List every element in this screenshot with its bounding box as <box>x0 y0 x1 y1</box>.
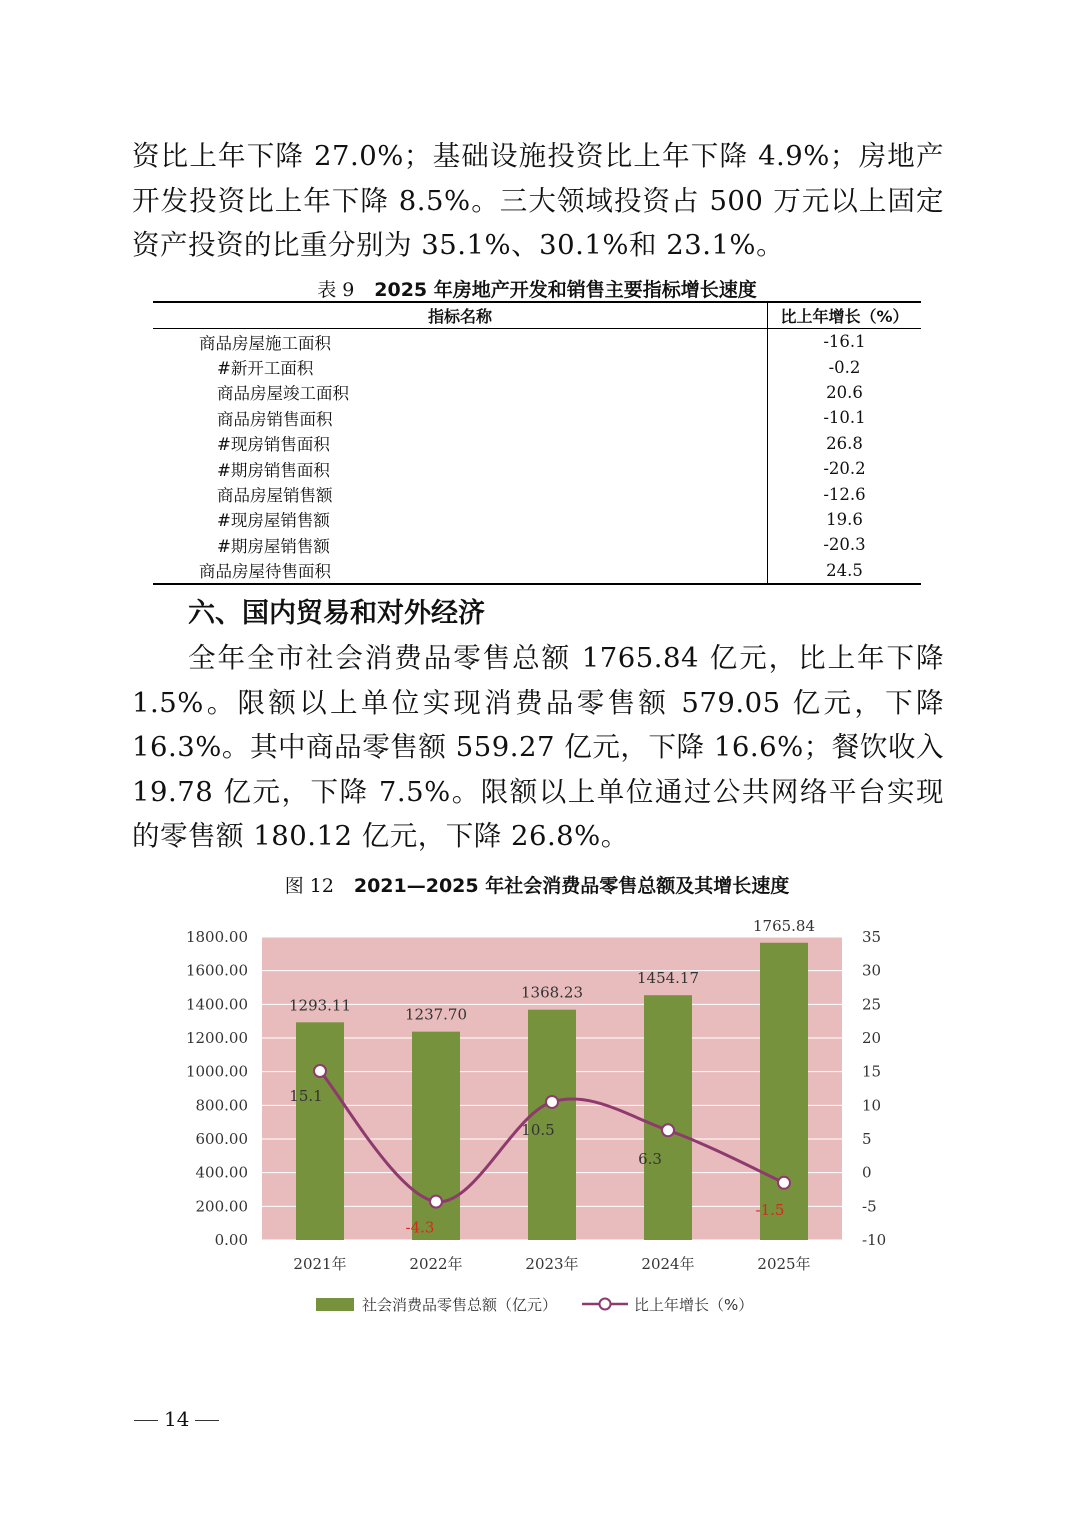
x-axis-category-label: 2022年 <box>409 1255 463 1273</box>
x-axis-category-label: 2025年 <box>757 1255 811 1273</box>
table-row <box>153 405 921 430</box>
row-label: #期房屋销售额 <box>153 532 768 557</box>
bar-value-label: 1454.17 <box>636 969 700 988</box>
legend-line-marker <box>600 1299 611 1310</box>
table-header-row <box>153 302 921 329</box>
row-label: 商品房屋销售额 <box>153 481 768 506</box>
row-value: -20.3 <box>823 535 866 555</box>
bar <box>412 1032 460 1240</box>
growth-value-label: 10.5 <box>521 1120 555 1139</box>
legend-line-label: 比上年增长（%） <box>634 1296 754 1314</box>
left-axis-tick-label: 1000.00 <box>185 1062 248 1081</box>
left-axis-tick-label: 0.00 <box>214 1231 248 1249</box>
column-header-growth: 比上年增长（%） <box>768 302 922 329</box>
right-axis-tick-label: 0 <box>862 1163 872 1182</box>
legend-bar-swatch <box>316 1298 354 1311</box>
left-axis-tick-label: 400.00 <box>195 1163 248 1182</box>
column-header-indicator: 指标名称 <box>153 302 768 329</box>
x-axis-category-label: 2023年 <box>525 1255 579 1273</box>
row-value: -10.1 <box>823 408 866 428</box>
growth-value-label: -4.3 <box>405 1218 435 1237</box>
growth-value-label: 15.1 <box>289 1086 323 1105</box>
left-axis-tick-label: 600.00 <box>195 1130 248 1148</box>
section-heading: 六、国内贸易和对外经济 <box>188 598 485 629</box>
growth-point <box>546 1096 558 1108</box>
row-label: #期房销售面积 <box>153 456 768 481</box>
growth-value-label: 6.3 <box>638 1150 662 1169</box>
table-row <box>153 431 921 456</box>
bar <box>644 995 692 1240</box>
row-value: 20.6 <box>826 382 863 402</box>
table-row <box>153 532 921 557</box>
left-axis-tick-label: 1200.00 <box>185 1029 248 1047</box>
row-label: #新开工面积 <box>153 354 768 379</box>
left-axis-tick-label: 200.00 <box>195 1197 248 1216</box>
right-axis-tick-label: 20 <box>862 1029 882 1047</box>
row-value: -16.1 <box>823 332 866 352</box>
row-value: 19.6 <box>826 509 863 529</box>
body-paragraph-investment: 资比上年下降 27.0%；基础设施投资比上年下降 4.9%；房地产开发投资比上年下降 8.5%。三大领域投资占 500 万元以上固定资产投资的比重分别为 35.1%、30.1%和 23.1%。 <box>132 140 944 261</box>
row-value: 26.8 <box>826 433 863 453</box>
right-axis-tick-label: 35 <box>862 928 882 946</box>
right-axis-tick-label: -5 <box>862 1197 877 1216</box>
growth-point <box>778 1177 790 1189</box>
figure-caption <box>0 871 1074 898</box>
page-number-value: 14 <box>164 1407 190 1431</box>
figure-caption-title: 2021—2025 年社会消费品零售总额及其增长速度 <box>353 875 790 897</box>
bar-value-label: 1765.84 <box>752 916 816 935</box>
page-number-dash-left <box>134 1420 158 1421</box>
table-caption <box>0 275 1074 302</box>
bar-value-label: 1368.23 <box>520 983 584 1002</box>
left-axis-tick-label: 1800.00 <box>185 928 248 946</box>
figure-caption-number: 图 12 <box>284 875 334 897</box>
table-row <box>153 507 921 532</box>
left-axis-tick-label: 1400.00 <box>185 995 248 1014</box>
row-label: 商品房屋施工面积 <box>153 329 768 355</box>
table-caption-title: 2025 年房地产开发和销售主要指标增长速度 <box>374 279 757 301</box>
row-label: 商品房屋竣工面积 <box>153 380 768 405</box>
x-axis-category-label: 2021年 <box>293 1255 347 1273</box>
page-number-dash-right <box>195 1420 219 1421</box>
body-paragraph-retail: 全年全市社会消费品零售总额 1765.84 亿元，比上年下降 1.5%。限额以上单位实现消费品零售额 579.05 亿元，下降 16.3%。其中商品零售额 559.27 亿元，下降 16.6%；餐饮收入 19.78 亿元，下降 7.5%。限额以上单位通过公共网络平台实现的零售额 180.12 亿元，下降 26.8%。 <box>132 642 944 852</box>
real-estate-table <box>153 301 921 585</box>
growth-value-label: -1.5 <box>755 1200 785 1219</box>
left-axis-tick-label: 800.00 <box>195 1096 248 1115</box>
table-row <box>153 481 921 506</box>
table-row <box>153 354 921 379</box>
row-value: -0.2 <box>828 357 861 377</box>
growth-point <box>314 1065 326 1077</box>
right-axis-tick-label: 25 <box>862 995 882 1014</box>
bar-value-label: 1237.70 <box>404 1005 468 1024</box>
row-label: #现房屋销售额 <box>153 507 768 532</box>
table-row <box>153 380 921 405</box>
row-label: 商品房屋待售面积 <box>153 558 768 584</box>
bar-value-label: 1293.11 <box>288 996 352 1015</box>
bar <box>296 1022 344 1240</box>
right-axis-tick-label: -10 <box>862 1231 887 1249</box>
legend-bar-label: 社会消费品零售总额（亿元） <box>362 1296 558 1314</box>
x-axis-category-label: 2024年 <box>641 1255 695 1273</box>
row-label: 商品房销售面积 <box>153 405 768 430</box>
table-row <box>153 558 921 584</box>
row-label: #现房销售面积 <box>153 431 768 456</box>
table-row <box>153 456 921 481</box>
right-axis-tick-label: 10 <box>862 1096 882 1115</box>
right-axis-tick-label: 15 <box>862 1062 882 1081</box>
right-axis-tick-label: 30 <box>862 961 882 980</box>
growth-point <box>430 1196 442 1208</box>
row-value: -20.2 <box>823 459 866 479</box>
retail-sales-chart <box>170 915 900 1335</box>
page-number <box>128 1407 225 1431</box>
left-axis-tick-label: 1600.00 <box>185 961 248 980</box>
table-caption-number: 表 9 <box>317 279 355 301</box>
row-value: 24.5 <box>768 558 922 584</box>
bar <box>760 943 808 1240</box>
table-row <box>153 329 921 355</box>
right-axis-tick-label: 5 <box>862 1130 872 1148</box>
row-value: -12.6 <box>823 484 866 504</box>
growth-point <box>662 1124 674 1136</box>
